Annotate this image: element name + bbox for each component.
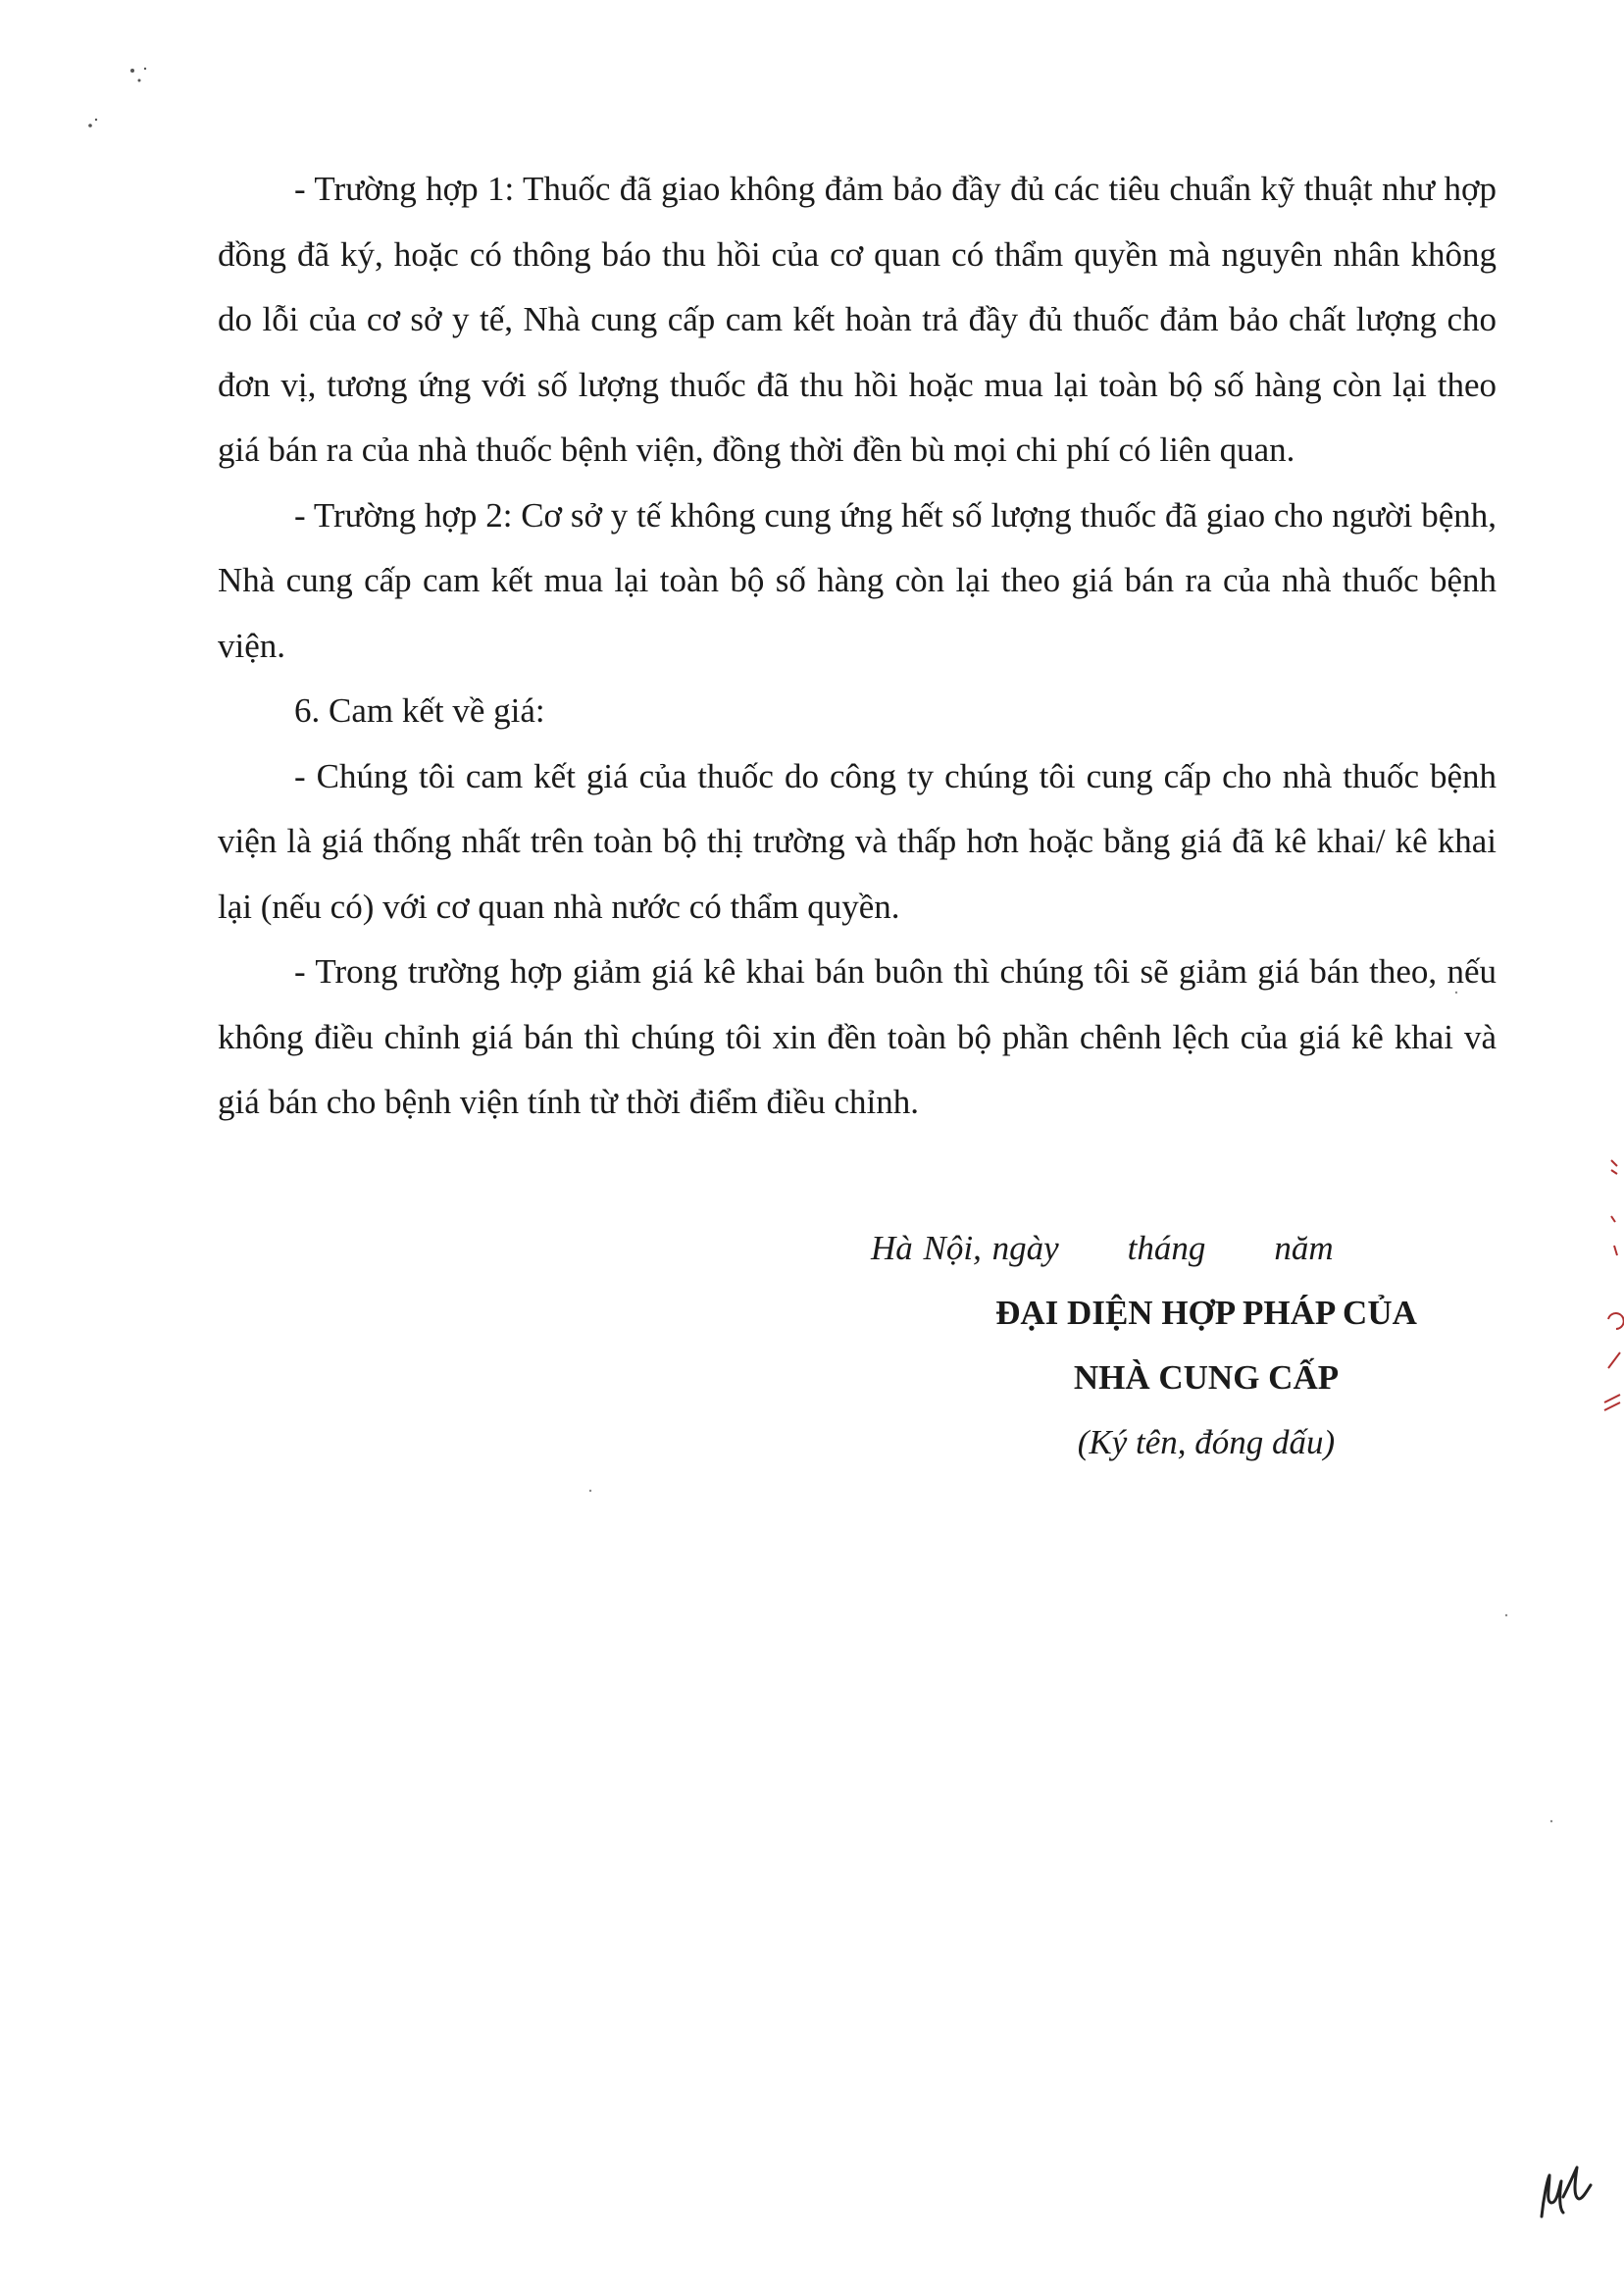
date-place: Hà Nội, ngày <box>871 1229 1059 1267</box>
stamp-edge-mark <box>1608 1313 1624 1329</box>
stamp-edge-mark <box>1611 1216 1615 1222</box>
section-heading-price-commitment: 6. Cam kết về giá: <box>294 691 545 730</box>
speck <box>88 124 92 127</box>
speck <box>589 1490 591 1492</box>
stamp-edge-mark <box>1608 1352 1620 1368</box>
paragraph-case-1: - Trường hợp 1: Thuốc đã giao không đảm bảo đầy đủ các tiêu chuẩn kỹ thuật như hợp đồng đã ký, hoặc có thông báo thu hồi của cơ quan có thẩm quyền mà nguyên nhân không do lỗi của cơ sở y tế, Nhà cung cấp cam kết hoàn trả đầy đủ thuốc đảm bảo chất lượng cho đơn vị, tương ứng với số lượng thuốc đã thu hồi hoặc mua lại toàn bộ số hàng còn lại theo giá bán ra của nhà thuốc bệnh viện, đồng thời đền bù mọi chi phí có liên quan. <box>218 170 1497 469</box>
stamp-edge-mark <box>1604 1395 1620 1410</box>
date-month: tháng <box>1127 1229 1206 1267</box>
date-year: năm <box>1274 1229 1334 1267</box>
document-body <box>218 157 1497 1136</box>
handwritten-initials <box>1530 2158 1599 2226</box>
speck <box>130 69 134 73</box>
sign-instruction: (Ký tên, đóng dấu) <box>1077 1423 1336 1461</box>
signature-block <box>863 1216 1530 1475</box>
date-line <box>863 1216 1530 1281</box>
representative-title-line2: NHÀ CUNG CẤP <box>1073 1358 1340 1397</box>
speck <box>95 119 97 121</box>
speck <box>1505 1614 1507 1616</box>
paragraph-price-2: - Trong trường hợp giảm giá kê khai bán buôn thì chúng tôi sẽ giảm giá bán theo, nếu không điều chỉnh giá bán thì chúng tôi xin đền toàn bộ phần chênh lệch của giá kê khai và giá bán cho bệnh viện tính từ thời điểm điều chỉnh. <box>218 952 1497 1121</box>
paragraph-case-2: - Trường hợp 2: Cơ sở y tế không cung ứng hết số lượng thuốc đã giao cho người bệnh, Nhà cung cấp cam kết mua lại toàn bộ số hàng còn lại theo giá bán ra của nhà thuốc bệnh viện. <box>218 495 1497 665</box>
speck <box>144 68 146 70</box>
representative-title-line1: ĐẠI DIỆN HỢP PHÁP CỦA <box>995 1294 1417 1332</box>
stamp-edge-mark <box>1611 1160 1617 1174</box>
stamp-edge-mark <box>1614 1246 1617 1255</box>
speck <box>1550 1820 1552 1822</box>
speck <box>138 79 141 82</box>
paragraph-price-1: - Chúng tôi cam kết giá của thuốc do công ty chúng tôi cung cấp cho nhà thuốc bệnh viện là giá thống nhất trên toàn bộ thị trường và thấp hơn hoặc bằng giá đã kê khai/ kê khai lại (nếu có) với cơ quan nhà nước có thẩm quyền. <box>218 756 1497 926</box>
